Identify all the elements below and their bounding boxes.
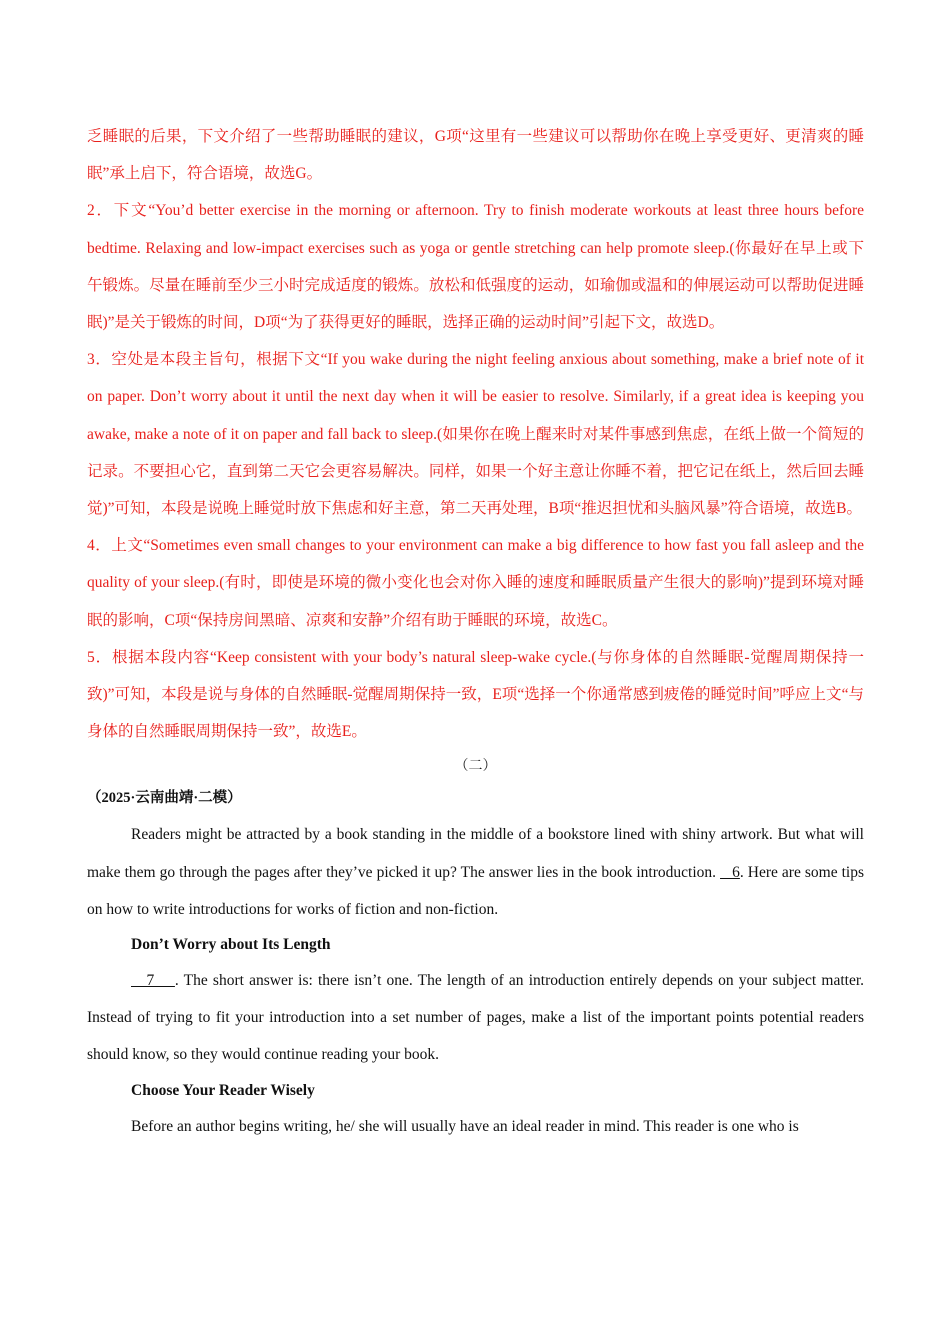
blank-6: 6 bbox=[720, 863, 740, 881]
page-content bbox=[87, 118, 864, 1145]
blank-7: 7 bbox=[131, 972, 175, 990]
explanation-1: 乏睡眠的后果，下文介绍了一些帮助睡眠的建议，G项“这里有一些建议可以帮助你在晚上享受更好、更清爽的睡眠”承上启下，符合语境，故选G。 bbox=[87, 128, 864, 183]
passage-reader-paragraph: Before an author begins writing, he/ she will usually have an ideal reader in mind. This reader is one who is bbox=[131, 1117, 799, 1135]
explanation-4: 4．上文“Sometimes even small changes to your environment can make a big difference to how fast you fall asleep and the quality of your sleep.(有时，即使是环境的微小变化也会对你入睡的速度和睡眠质量产生很大的影响)”提到环境对睡眠的影响，C项“保持房间黑暗、凉爽和安静”介绍有助于睡眠的环境，故选C。 bbox=[87, 537, 864, 629]
length-paragraph-text: . The short answer is: there isn’t one. The length of an introduction entirely depends on your subject matter. Instead of trying to fit your introduction into a set number of pages, make a list of the important points potential readers should know, so they would continue reading your book. bbox=[87, 972, 865, 1064]
passage-length-paragraph bbox=[87, 962, 864, 1074]
passage-intro-text: Readers might be attracted by a book standing in the middle of a bookstore lined with shiny artwork. But what will make them go through the pages after they’ve picked it up? The answer lies in the book introduction. bbox=[87, 826, 864, 881]
answer-explanations bbox=[87, 118, 864, 750]
explanation-5: 5．根据本段内容“Keep consistent with your body’s natural sleep-wake cycle.(与你身体的自然睡眠-觉醒周期保持一致)”可知，本段是说与身体的自然睡眠-觉醒周期保持一致，E项“选择一个你通常感到疲倦的睡觉时间”呼应上文“与身体的自然睡眠周期保持一致”，故选E。 bbox=[87, 648, 864, 741]
explanation-2: 2．下文“You’d better exercise in the morning or afternoon. Try to finish moderate workouts at least three hours before bedtime. Relaxing and low-impact exercises such as yoga or gentle stretching can help promote sleep.(你最好在早上或下午锻炼。尽量在睡前至少三小时完成适度的锻炼。放松和低强度的运动，如瑜伽或温和的伸展运动可以帮助促进睡眠)”是关于锻炼的时间，D项“为了获得更好的睡眠，选择正确的运动时间”引起下文，故选D。 bbox=[87, 202, 864, 332]
reading-passage bbox=[87, 816, 864, 1144]
passage-intro-tail: . Here are some tips on how to write introductions for works of fiction and non-fiction. bbox=[87, 863, 865, 918]
exam-source: （2025·云南曲靖·二模） bbox=[87, 790, 242, 807]
subheading-length: Don’t Worry about Its Length bbox=[131, 936, 331, 954]
passage-intro bbox=[87, 816, 864, 928]
section-marker: （二） bbox=[454, 759, 497, 775]
explanation-3: 3．空处是本段主旨句，根据下文“If you wake during the night feeling anxious about something, make a brief note of it on paper. Don’t worry about it until the next day when it will be easier to resolve. Similarly, if a great idea is keeping you awake, make a note of it on paper and fall back to sleep.(如果你在晚上醒来时对某件事感到焦虑，在纸上做一个简短的记录。不要担心它，直到第二天它会更容易解决。同样，如果一个好主意让你睡不着，把它记在纸上，然后回去睡觉)”可知，本段是说晚上睡觉时放下焦虑和好主意，第二天再处理，B项“推迟担忧和头脑风暴”符合语境，故选B。 bbox=[87, 351, 864, 518]
subheading-reader: Choose Your Reader Wisely bbox=[131, 1081, 315, 1099]
